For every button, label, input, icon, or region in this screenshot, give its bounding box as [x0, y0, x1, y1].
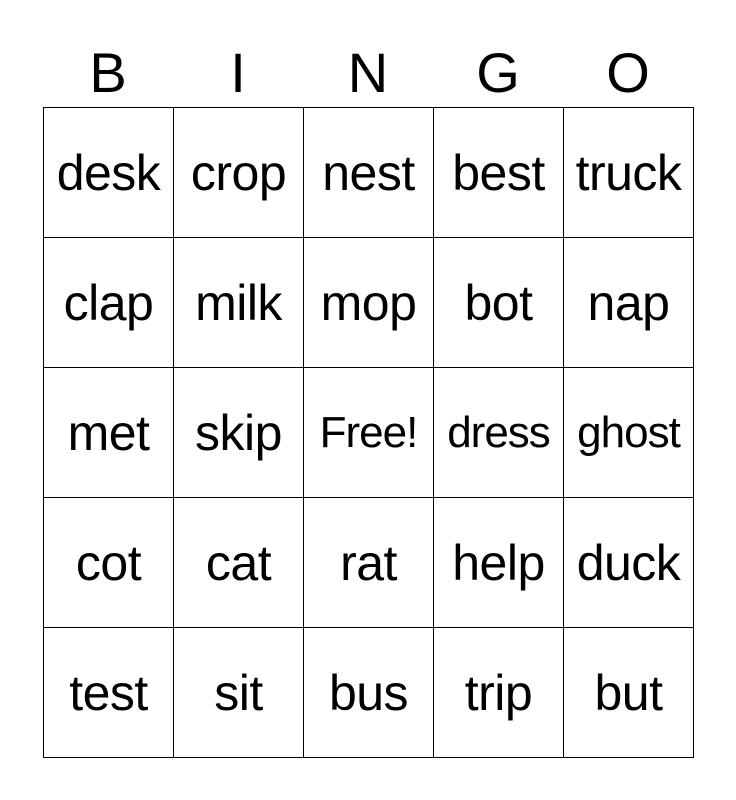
header-letter-n: N — [347, 41, 389, 104]
bingo-cell[interactable]: sit — [174, 628, 304, 758]
bingo-cell[interactable]: bot — [434, 238, 564, 368]
header-letter-b: B — [89, 41, 127, 104]
bingo-cell[interactable]: rat — [304, 498, 434, 628]
bingo-cell[interactable]: best — [434, 108, 564, 238]
bingo-cell[interactable]: but — [564, 628, 694, 758]
bingo-header — [43, 40, 693, 106]
bingo-cell[interactable]: skip — [174, 368, 304, 498]
bingo-cell[interactable]: nest — [304, 108, 434, 238]
bingo-cell[interactable]: desk — [44, 108, 174, 238]
bingo-cell[interactable]: trip — [434, 628, 564, 758]
bingo-board — [43, 107, 694, 758]
bingo-cell[interactable]: clap — [44, 238, 174, 368]
bingo-cell[interactable]: milk — [174, 238, 304, 368]
bingo-cell[interactable]: bus — [304, 628, 434, 758]
bingo-cell[interactable]: nap — [564, 238, 694, 368]
bingo-cell[interactable]: crop — [174, 108, 304, 238]
bingo-cell[interactable]: help — [434, 498, 564, 628]
bingo-cell[interactable]: cot — [44, 498, 174, 628]
header-letter-o: O — [606, 41, 650, 104]
bingo-cell[interactable]: dress — [434, 368, 564, 498]
bingo-cell[interactable]: test — [44, 628, 174, 758]
bingo-cell[interactable]: mop — [304, 238, 434, 368]
bingo-cell[interactable]: duck — [564, 498, 694, 628]
bingo-cell[interactable]: truck — [564, 108, 694, 238]
header-letter-g: G — [476, 41, 520, 104]
free-space-cell[interactable]: Free! — [304, 368, 434, 498]
bingo-cell[interactable]: ghost — [564, 368, 694, 498]
bingo-cell[interactable]: met — [44, 368, 174, 498]
header-letter-i: I — [230, 41, 246, 104]
bingo-cell[interactable]: cat — [174, 498, 304, 628]
